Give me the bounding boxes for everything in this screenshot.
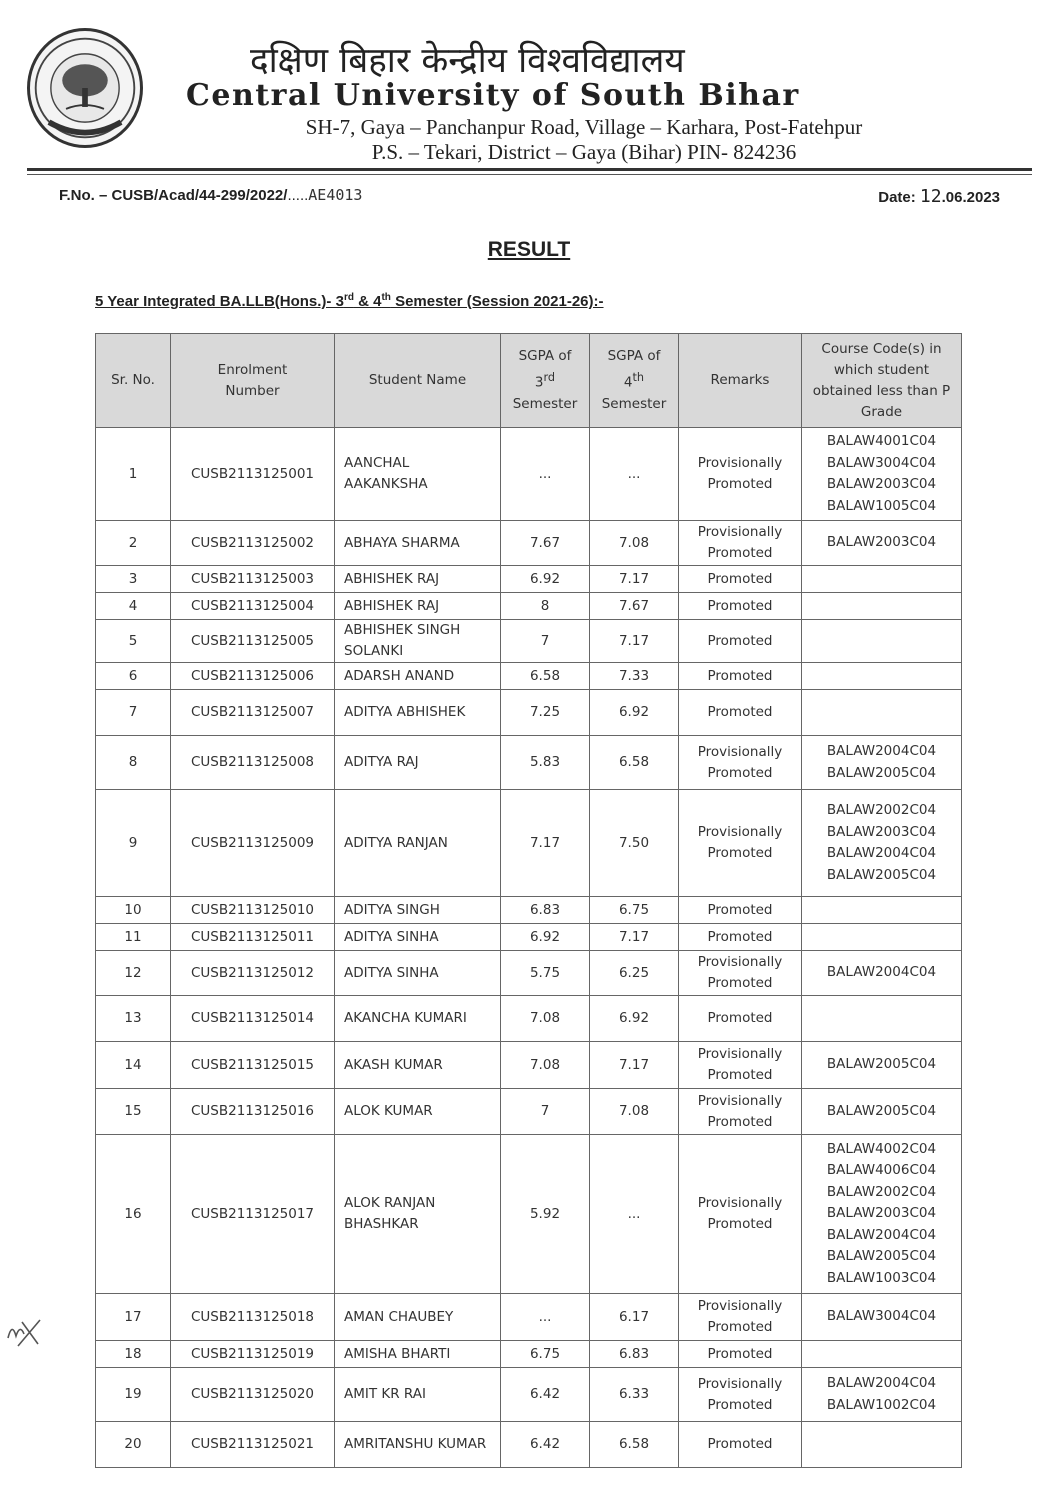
sgpa-3rd-cell: ... (501, 428, 590, 521)
course-code: BALAW2004C04 (826, 1226, 937, 1243)
course-code: BALAW2003C04 (826, 1205, 937, 1222)
sr-no-cell: 6 (96, 663, 171, 690)
remarks-cell: Promoted (679, 690, 802, 736)
sgpa-3rd-cell: 7.25 (501, 690, 590, 736)
handwritten-initials (2, 1308, 46, 1352)
course-code: BALAW2005C04 (826, 866, 937, 883)
student-name-cell: ADITYA RAJ (335, 736, 501, 790)
sgpa-3rd-cell: 6.92 (501, 566, 590, 593)
remarks-cell: Provisionally Promoted (679, 736, 802, 790)
course-codes-cell (802, 1341, 962, 1368)
course-codes-cell (802, 428, 962, 521)
remarks-cell: Promoted (679, 1341, 802, 1368)
course-code: BALAW1002C04 (826, 1396, 937, 1413)
remarks-cell: Provisionally Promoted (679, 428, 802, 521)
sgpa-3rd-cell: 6.92 (501, 924, 590, 951)
sr-no-cell: 1 (96, 428, 171, 521)
course-codes-cell (802, 897, 962, 924)
enrolment-number-cell: CUSB2113125018 (171, 1294, 335, 1341)
sr-no-cell: 18 (96, 1341, 171, 1368)
course-code: BALAW2005C04 (826, 1102, 937, 1119)
student-name-cell: ADITYA SINHA (335, 924, 501, 951)
course-code: BALAW2003C04 (826, 476, 937, 492)
sr-no-cell: 17 (96, 1294, 171, 1341)
course-code: BALAW2002C04 (826, 802, 937, 818)
student-name-cell: AANCHAL AAKANKSHA (335, 428, 501, 521)
remarks-cell: Promoted (679, 620, 802, 663)
student-name-cell: AKASH KUMAR (335, 1042, 501, 1089)
student-name-cell: ADITYA RANJAN (335, 790, 501, 897)
sgpa-4th-cell: 7.08 (590, 1089, 679, 1135)
course-codes-cell (802, 620, 962, 663)
sr-no-cell: 13 (96, 996, 171, 1042)
sr-no-cell: 12 (96, 951, 171, 996)
enrolment-number-cell: CUSB2113125009 (171, 790, 335, 897)
sr-no-cell: 16 (96, 1135, 171, 1294)
table-row (96, 620, 962, 663)
sgpa-3rd-cell: 6.83 (501, 897, 590, 924)
remarks-cell: Promoted (679, 996, 802, 1042)
header-rule-thick (27, 168, 1032, 171)
enrolment-number-cell: CUSB2113125001 (171, 428, 335, 521)
course-codes-cell (802, 1368, 962, 1422)
sgpa-3rd-cell: 8 (501, 593, 590, 620)
course-codes-cell (802, 951, 962, 996)
student-name-cell: ABHAYA SHARMA (335, 521, 501, 566)
enrolment-number-cell: CUSB2113125007 (171, 690, 335, 736)
remarks-cell: Promoted (679, 924, 802, 951)
remarks-cell: Provisionally Promoted (679, 521, 802, 566)
table-row (96, 1135, 962, 1294)
remarks-cell: Provisionally Promoted (679, 790, 802, 897)
sgpa-4th-cell: 6.75 (590, 897, 679, 924)
header-sgpa4-line1: SGPA of (607, 348, 661, 365)
sgpa-4th-cell: 6.92 (590, 996, 679, 1042)
sgpa-3rd-cell: ... (501, 1294, 590, 1341)
sgpa-4th-cell: 6.25 (590, 951, 679, 996)
table-row (96, 521, 962, 566)
sgpa-3rd-cell: 7.08 (501, 996, 590, 1042)
address-line-1: SH-7, Gaya – Panchanpur Road, Village – Karhara, Post-Fatehpur (305, 115, 863, 139)
sgpa-3rd-cell: 6.42 (501, 1422, 590, 1468)
remarks-cell: Promoted (679, 593, 802, 620)
sr-no-cell: 20 (96, 1422, 171, 1468)
course-codes-cell (802, 690, 962, 736)
course-code: BALAW3004C04 (826, 454, 937, 471)
remarks-cell: Provisionally Promoted (679, 1135, 802, 1294)
remarks-cell: Promoted (679, 897, 802, 924)
course-code: BALAW2003C04 (826, 534, 937, 551)
course-code: BALAW2003C04 (826, 823, 937, 840)
header-enrolment (171, 334, 335, 428)
sgpa-4th-cell: 7.50 (590, 790, 679, 897)
sgpa-3rd-cell: 5.92 (501, 1135, 590, 1294)
sgpa-4th-cell: 6.83 (590, 1341, 679, 1368)
student-name-cell: ABHISHEK SINGH SOLANKI (335, 620, 501, 663)
table-row (96, 593, 962, 620)
document-date (878, 186, 1000, 207)
address-line-2: P.S. – Tekari, District – Gaya (Bihar) PIN- 824236 (371, 140, 797, 164)
enrolment-number-cell: CUSB2113125020 (171, 1368, 335, 1422)
sgpa-3rd-cell: 7.67 (501, 521, 590, 566)
sgpa-3rd-cell: 6.75 (501, 1341, 590, 1368)
table-row (96, 1089, 962, 1135)
enrolment-number-cell: CUSB2113125010 (171, 897, 335, 924)
header-sgpa4-line3: Semester (601, 395, 667, 412)
sgpa-3rd-cell: 7 (501, 1089, 590, 1135)
header-sgpa3-sup: rd (543, 371, 556, 385)
sgpa-4th-cell: 6.92 (590, 690, 679, 736)
sgpa-3rd-cell: 5.75 (501, 951, 590, 996)
course-codes-cell (802, 1089, 962, 1135)
sr-no-cell: 19 (96, 1368, 171, 1422)
remarks-cell: Provisionally Promoted (679, 1294, 802, 1341)
sgpa-4th-cell: 6.33 (590, 1368, 679, 1422)
table-row (96, 1422, 962, 1468)
sgpa-3rd-cell: 5.83 (501, 736, 590, 790)
course-codes-cell (802, 736, 962, 790)
course-codes-cell (802, 924, 962, 951)
remarks-cell: Provisionally Promoted (679, 1089, 802, 1135)
student-name-cell: ABHISHEK RAJ (335, 593, 501, 620)
header-sgpa4-line2: 4 (623, 374, 633, 391)
enrolment-number-cell: CUSB2113125016 (171, 1089, 335, 1135)
sgpa-4th-cell: 7.17 (590, 566, 679, 593)
course-codes-cell (802, 1422, 962, 1468)
student-name-cell: ADARSH ANAND (335, 663, 501, 690)
course-code: BALAW2004C04 (826, 1375, 937, 1391)
course-codes-cell (802, 521, 962, 566)
student-name-cell: AMAN CHAUBEY (335, 1294, 501, 1341)
sr-no-cell: 3 (96, 566, 171, 593)
enrolment-number-cell: CUSB2113125012 (171, 951, 335, 996)
header-sgpa-4th (590, 334, 679, 428)
enrolment-number-cell: CUSB2113125005 (171, 620, 335, 663)
course-code: BALAW2004C04 (826, 964, 937, 981)
remarks-cell: Provisionally Promoted (679, 1368, 802, 1422)
header-remarks: Remarks (679, 334, 802, 428)
course-codes-cell (802, 1135, 962, 1294)
sr-no-cell: 5 (96, 620, 171, 663)
course-code: BALAW2005C04 (826, 1248, 937, 1265)
sgpa-3rd-cell: 7.08 (501, 1042, 590, 1089)
header-sgpa3-line1: SGPA of (518, 348, 572, 365)
student-name-cell: AKANCHA KUMARI (335, 996, 501, 1042)
course-code: BALAW2005C04 (826, 764, 937, 781)
course-code: BALAW4006C04 (826, 1162, 937, 1179)
university-name-hindi: दक्षिण बिहार केन्द्रीय विश्वविद्यालय (250, 41, 685, 81)
result-title: RESULT (487, 238, 571, 261)
course-code: BALAW4002C04 (826, 1140, 937, 1157)
sr-no-cell: 8 (96, 736, 171, 790)
sgpa-3rd-cell: 7.17 (501, 790, 590, 897)
sgpa-4th-cell: ... (590, 1135, 679, 1294)
student-name-cell: ADITYA SINHA (335, 951, 501, 996)
course-code: BALAW2005C04 (826, 1056, 937, 1073)
course-codes-cell (802, 1294, 962, 1341)
subtitle-part-1: 5 Year Integrated BA.LLB(Hons.)- 3 (95, 293, 344, 310)
file-number-handwritten: AE4013 (308, 186, 363, 204)
course-code: BALAW2004C04 (826, 743, 937, 759)
course-codes-cell (802, 566, 962, 593)
header-student-name: Student Name (335, 334, 501, 428)
date-suffix: .06.2023 (941, 189, 1000, 206)
table-row (96, 1042, 962, 1089)
student-name-cell: ADITYA SINGH (335, 897, 501, 924)
enrolment-number-cell: CUSB2113125017 (171, 1135, 335, 1294)
enrolment-number-cell: CUSB2113125015 (171, 1042, 335, 1089)
table-row (96, 663, 962, 690)
course-codes-cell (802, 790, 962, 897)
enrolment-number-cell: CUSB2113125006 (171, 663, 335, 690)
student-name-cell: AMRITANSHU KUMAR (335, 1422, 501, 1468)
table-row (96, 690, 962, 736)
table-row (96, 790, 962, 897)
table-header-row (96, 334, 962, 428)
enrolment-number-cell: CUSB2113125019 (171, 1341, 335, 1368)
sgpa-4th-cell: 7.08 (590, 521, 679, 566)
table-row (96, 428, 962, 521)
student-name-cell: ALOK RANJAN BHASHKAR (335, 1135, 501, 1294)
sgpa-3rd-cell: 6.58 (501, 663, 590, 690)
sgpa-4th-cell: 6.17 (590, 1294, 679, 1341)
table-row (96, 566, 962, 593)
course-code: BALAW2004C04 (826, 845, 937, 861)
subtitle-part-2: & 4 (353, 293, 382, 310)
header-sgpa3-line2: 3 (534, 374, 544, 391)
enrolment-number-cell: CUSB2113125008 (171, 736, 335, 790)
student-name-cell: ABHISHEK RAJ (335, 566, 501, 593)
student-name-cell: AMISHA BHARTI (335, 1341, 501, 1368)
sgpa-3rd-cell: 6.42 (501, 1368, 590, 1422)
course-code: BALAW4001C04 (826, 433, 937, 449)
student-name-cell: AMIT KR RAI (335, 1368, 501, 1422)
table-row (96, 736, 962, 790)
enrolment-number-cell: CUSB2113125002 (171, 521, 335, 566)
enrolment-number-cell: CUSB2113125003 (171, 566, 335, 593)
table-row (96, 1368, 962, 1422)
student-name-cell: ADITYA ABHISHEK (335, 690, 501, 736)
remarks-cell: Promoted (679, 1422, 802, 1468)
sr-no-cell: 7 (96, 690, 171, 736)
table-row (96, 1341, 962, 1368)
table-row (96, 897, 962, 924)
subtitle-sup-2: th (381, 292, 391, 303)
remarks-cell: Provisionally Promoted (679, 951, 802, 996)
sgpa-4th-cell: 6.58 (590, 1422, 679, 1468)
sgpa-4th-cell: 7.67 (590, 593, 679, 620)
header-course-codes: Course Code(s) in which student obtained less than P Grade (802, 334, 962, 428)
remarks-cell: Provisionally Promoted (679, 1042, 802, 1089)
table-row (96, 924, 962, 951)
sr-no-cell: 14 (96, 1042, 171, 1089)
course-code: BALAW1003C04 (826, 1269, 937, 1286)
course-codes-cell (802, 593, 962, 620)
date-label: Date: (878, 189, 916, 206)
sgpa-4th-cell: 7.17 (590, 924, 679, 951)
sr-no-cell: 9 (96, 790, 171, 897)
header-sgpa3-line3: Semester (512, 395, 578, 412)
result-table (95, 333, 962, 1468)
table-row (96, 951, 962, 996)
sgpa-4th-cell: ... (590, 428, 679, 521)
remarks-cell: Promoted (679, 566, 802, 593)
enrolment-number-cell: CUSB2113125014 (171, 996, 335, 1042)
course-code: BALAW1005C04 (826, 497, 937, 514)
sr-no-cell: 4 (96, 593, 171, 620)
sgpa-4th-cell: 6.58 (590, 736, 679, 790)
header-sr-no: Sr. No. (96, 334, 171, 428)
subtitle-part-3: Semester (Session 2021-26):- (390, 293, 604, 310)
file-number: F.No. – CUSB/Acad/44-299/2022/.....AE4013 (59, 186, 363, 204)
enrolment-number-cell: CUSB2113125011 (171, 924, 335, 951)
course-codes-cell (802, 996, 962, 1042)
header-sgpa4-sup: th (632, 371, 645, 385)
sr-no-cell: 15 (96, 1089, 171, 1135)
header-rule-thin (27, 174, 1032, 175)
sgpa-3rd-cell: 7 (501, 620, 590, 663)
table-row (96, 1294, 962, 1341)
header-enrolment-label: Enrolment Number (217, 361, 288, 399)
programme-subtitle (95, 292, 604, 310)
sgpa-4th-cell: 7.33 (590, 663, 679, 690)
table-row (96, 996, 962, 1042)
sgpa-4th-cell: 7.17 (590, 1042, 679, 1089)
file-number-label: F.No. – CUSB/Acad/44-299/2022/ (59, 187, 288, 204)
student-name-cell: ALOK KUMAR (335, 1089, 501, 1135)
sgpa-4th-cell: 7.17 (590, 620, 679, 663)
remarks-cell: Promoted (679, 663, 802, 690)
subtitle-sup-1: rd (343, 292, 354, 303)
sr-no-cell: 2 (96, 521, 171, 566)
sr-no-cell: 11 (96, 924, 171, 951)
university-name: Central University of South Bihar (186, 78, 800, 113)
sr-no-cell: 10 (96, 897, 171, 924)
header-sgpa-3rd (501, 334, 590, 428)
course-codes-cell (802, 663, 962, 690)
enrolment-number-cell: CUSB2113125021 (171, 1422, 335, 1468)
course-code: BALAW3004C04 (826, 1308, 937, 1325)
date-handwritten: 12 (919, 186, 942, 207)
course-code: BALAW2002C04 (826, 1183, 937, 1200)
enrolment-number-cell: CUSB2113125004 (171, 593, 335, 620)
course-codes-cell (802, 1042, 962, 1089)
